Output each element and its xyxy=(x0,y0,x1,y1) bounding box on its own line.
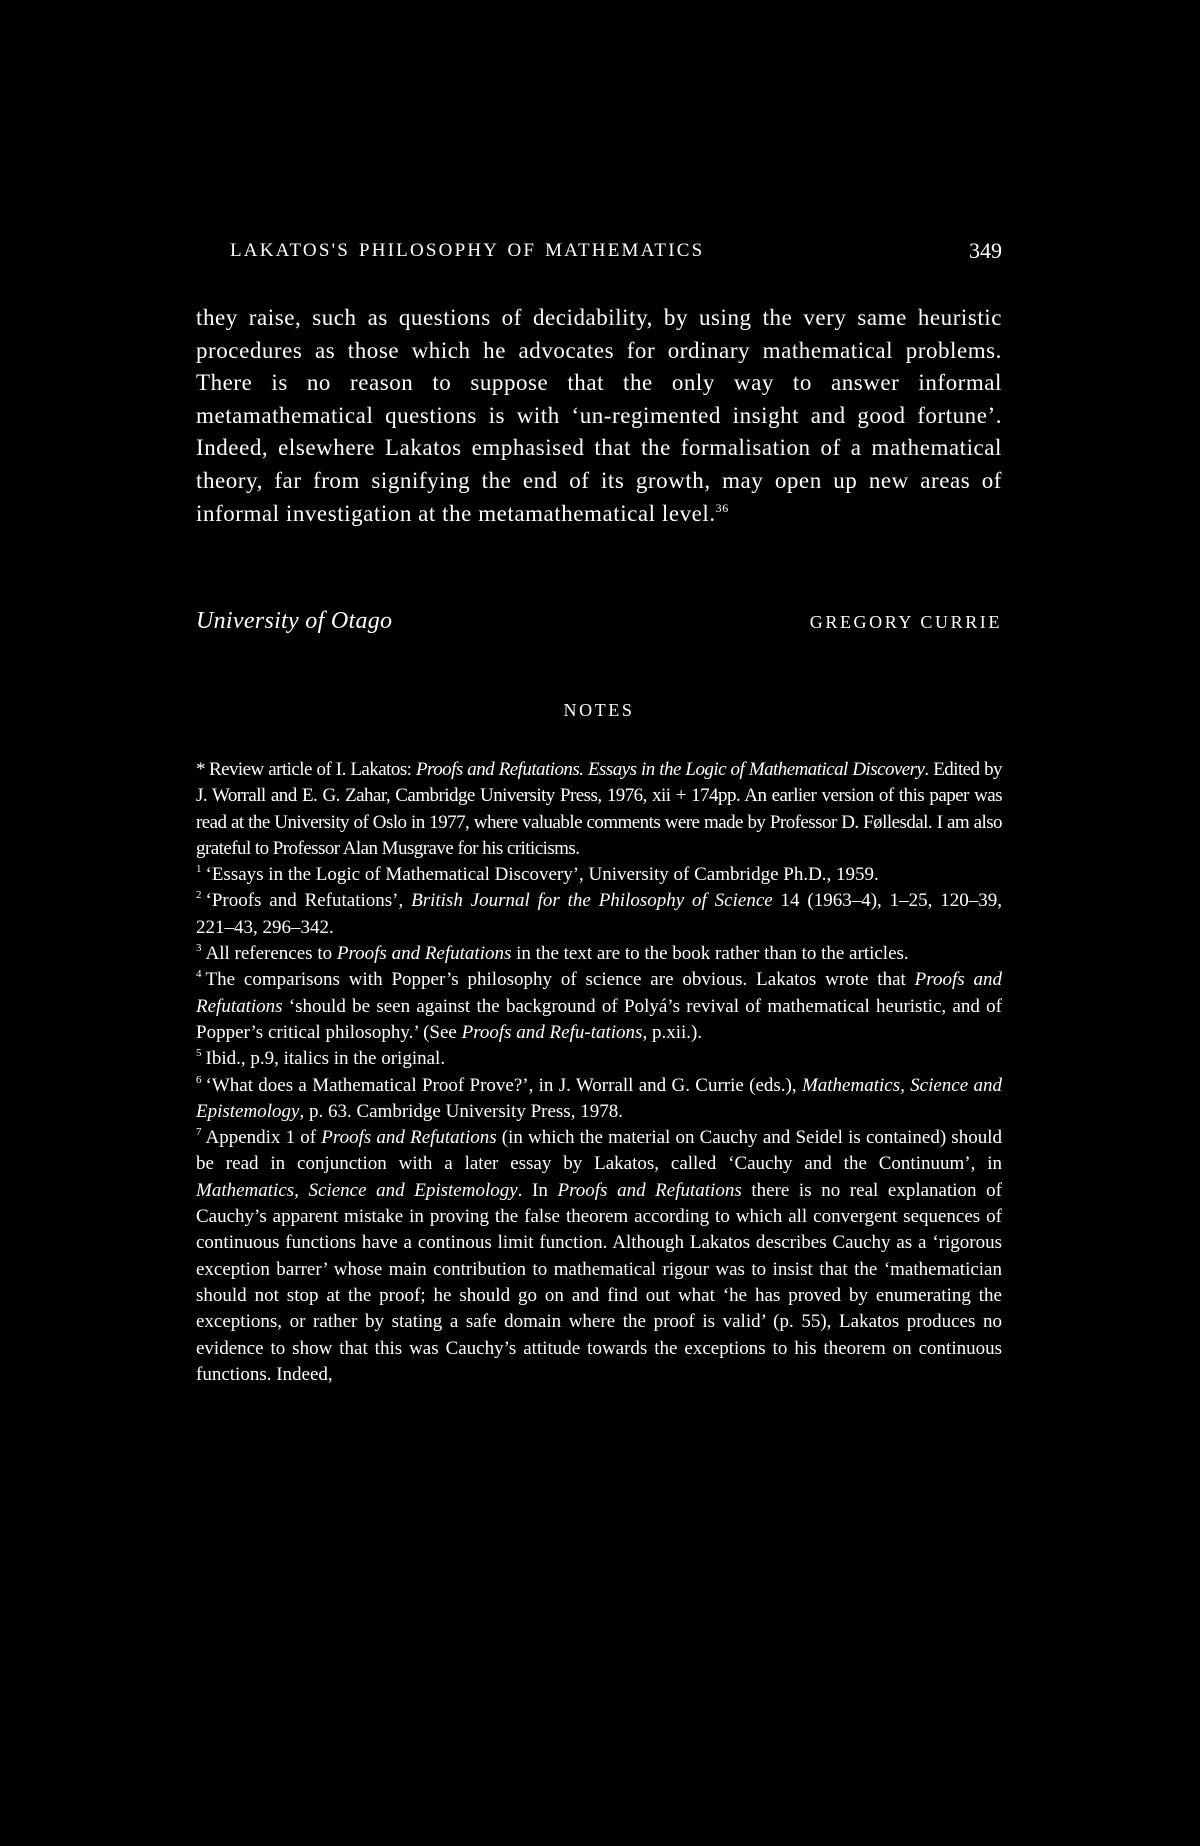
footnote xyxy=(196,1073,1002,1126)
footnote-text: Appendix 1 of xyxy=(205,1127,322,1149)
running-title: LAKATOS'S PHILOSOPHY OF MATHEMATICS xyxy=(230,240,705,261)
author-name: GREGORY CURRIE xyxy=(809,612,1002,632)
footnote-italic-text: Mathematics, Science and Epistemology xyxy=(196,1074,1002,1122)
footnote-marker: 2 xyxy=(196,889,202,902)
paragraph xyxy=(196,302,1002,530)
footnote-text: (in which the material on Cauchy and Seidel is contained) should be read in conjunction with a later essay by Lakatos, called ‘Cauchy and the Continuum’, in xyxy=(196,1127,1002,1175)
running-head xyxy=(196,240,1002,270)
footnote-text: , p. 63. Cambridge University Press, 1978. xyxy=(299,1100,623,1122)
footnote-italic-text: Proofs and Refutations. Essays in the Logic of Mathematical Discovery xyxy=(416,759,925,780)
footnote-marker: * xyxy=(196,759,205,780)
author-affiliation: University of Otago xyxy=(196,608,393,634)
signature-block xyxy=(196,608,1002,642)
footnote-italic-text: British Journal for the Philosophy of Science xyxy=(411,890,773,912)
footnote xyxy=(196,862,1002,888)
footnote-text: The comparisons with Popper’s philosophy of science are obvious. Lakatos wrote that xyxy=(205,969,915,991)
footnote-text: 14 (1963–4), 1–25, 120–39, 221–43, 296–342. xyxy=(196,890,1002,938)
footnote-italic-text: Proofs and Refu-tations xyxy=(461,1021,643,1043)
footnote-text: ‘should be seen against the background of Polyá’s revival of mathematical heuristic, and of Popper’s critical philosophy.’ (See xyxy=(196,995,1002,1043)
footnote-text: Ibid., p.9, italics in the original. xyxy=(205,1048,446,1070)
page-number: 349 xyxy=(969,238,1002,263)
footnote-text: , p.xii.). xyxy=(642,1021,703,1043)
footnote xyxy=(196,888,1002,941)
footnote-reference[interactable]: 36 xyxy=(715,500,729,515)
footnote-marker: 5 xyxy=(196,1047,202,1060)
footnote-text: . Edited by J. Worrall and E. G. Zahar, Cambridge University Press, 1976, xii + 174pp. An earlier version of this paper was read at the University of Oslo in 1977, where valuable comments were made by Professor D. Føllesdal. I am also grateful to Professor Alan Musgrave for his criticisms. xyxy=(196,759,1003,859)
footnote-italic-text: Proofs and Refutations xyxy=(321,1127,497,1149)
footnote-text: ‘Proofs and Refutations’, xyxy=(205,890,412,912)
footnote-text: ‘Essays in the Logic of Mathematical Discovery’, University of Cambridge Ph.D., 1959. xyxy=(205,864,879,886)
footnote-italic-text: Proofs and Refutations xyxy=(336,943,512,965)
footnote-marker: 7 xyxy=(196,1126,202,1139)
body-paragraph xyxy=(196,302,1002,530)
footnote-text: Review article of I. Lakatos: xyxy=(208,759,416,780)
footnote-marker: 1 xyxy=(196,863,202,876)
footnote-italic-text: Proofs and Refutations xyxy=(557,1179,742,1201)
footnote-text: . In xyxy=(517,1179,558,1201)
footnote-marker: 4 xyxy=(196,968,202,981)
notes-heading: NOTES xyxy=(563,700,635,720)
footnote-text: ‘What does a Mathematical Proof Prove?’, in J. Worrall and G. Currie (eds.), xyxy=(205,1074,802,1096)
footnote xyxy=(196,1046,1002,1072)
footnote-italic-text: Proofs and Refutations xyxy=(196,969,1003,1017)
footnote-italic-text: Mathematics, Science and Epistemology xyxy=(196,1179,518,1201)
footnote xyxy=(196,967,1002,1046)
footnote-marker: 6 xyxy=(196,1073,202,1086)
footnote-text: there is no real explanation of Cauchy’s apparent mistake in proving the false theorem according to which all convergent sequences of continuous functions have a continous limit function. Although Lakatos describes Cauchy as a ‘rigorous exception barrer’ whose main contribution to mathematical rigour was to insist that the ‘mathematician should not stop at the proof; he should go on and find out what ‘he has proved by enumerating the exceptions, or rather by stating a safe domain where the proof is valid’ (p. 55), Lakatos produces no evidence to show that this was Cauchy’s attitude towards the exceptions to his theorem on continuous functions. Indeed, xyxy=(196,1179,1002,1385)
notes-list xyxy=(196,757,1002,1388)
footnote xyxy=(196,757,1002,862)
footnote-marker: 3 xyxy=(196,942,202,955)
footnote-text: All references to xyxy=(205,943,337,965)
footnote xyxy=(196,1125,1002,1388)
paragraph-text: they raise, such as questions of decidability, by using the very same heuristic procedures as those which he advocates for ordinary mathematical problems. There is no reason to suppose that the only way to answer informal metamathematical questions is with ‘un-regimented insight and good fortune’. Indeed, elsewhere Lakatos emphasised that the formalisation of a mathematical theory, far from signifying the end of its growth, may open up new areas of informal investigation at the metamathematical level. xyxy=(196,305,1002,526)
footnote-text: in the text are to the book rather than to the articles. xyxy=(511,943,909,965)
footnote xyxy=(196,941,1002,967)
